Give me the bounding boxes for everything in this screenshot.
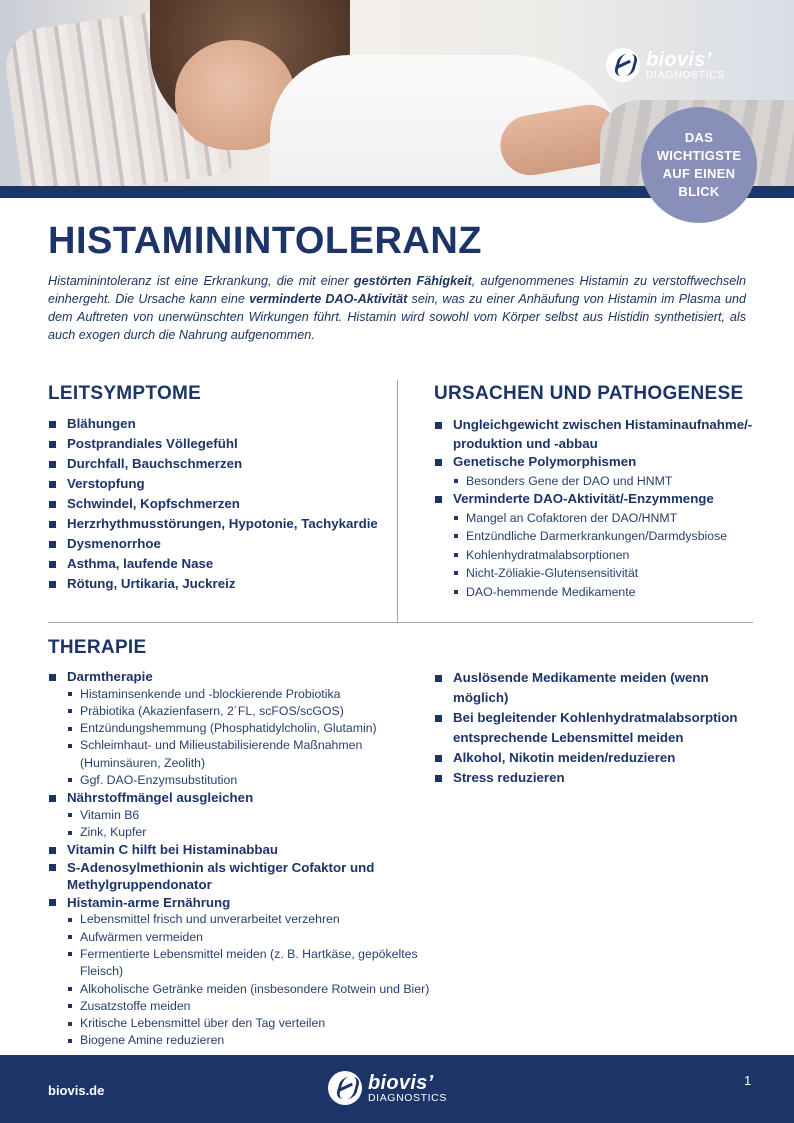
therapy-item: Alkohol, Nikotin meiden/reduzieren: [434, 748, 764, 768]
therapy-item-label: Nährstoffmängel ausgleichen: [67, 790, 254, 806]
brand-sub: DIAGNOSTICS: [368, 1091, 447, 1104]
cause-item-label: Ungleichgewicht zwischen Histaminaufnahme/-produktion und -abbau: [453, 417, 753, 451]
therapy-item: [48, 841, 438, 859]
sub-item: DAO-hemmende Medikamente: [453, 583, 764, 602]
sub-item: Zusatzstoffe meiden: [67, 998, 438, 1015]
therapy-list-left: [48, 668, 438, 1050]
cause-item-label: Genetische Polymorphismen: [453, 454, 637, 469]
symptom-item: Blähungen: [48, 414, 388, 434]
sub-item: Entzündliche Darmerkrankungen/Darmdysbiose: [453, 527, 764, 546]
therapy-item-label: Histamin-arme Ernährung: [67, 894, 231, 910]
dna-logo-icon: [328, 1071, 362, 1105]
sub-item: Kohlenhydratmalabsorptionen: [453, 546, 764, 565]
therapy-list-right: [434, 668, 764, 788]
sub-item: Aufwärmen vermeiden: [67, 929, 438, 946]
therapy-item: [48, 789, 438, 841]
cause-item: [434, 490, 764, 601]
page-number: 1: [744, 1073, 752, 1088]
symptom-list: [48, 414, 388, 594]
intro-paragraph: Histaminintoleranz ist eine Erkrankung, die mit einer gestörten Fähigkeit, aufgenommenes Histamin zu verstoffwechseln einhergeht. Die Ursache kann eine verminderte DAO-Aktivität sein, was zu einer Anhäufung von Histamin im Plasma und dem Auftreten von unerwünschten Wirkungen führt. Histamin wird sowohl vom Körper selbst aus Histidin synthetisiert, als auch exogen durch die Nahrung aufgenommen.: [48, 274, 746, 342]
cause-item: [434, 416, 764, 453]
symptom-item: Schwindel, Kopfschmerzen: [48, 494, 388, 514]
brand-sub: DIAGNOSTICS: [646, 68, 725, 81]
sub-item: Vitamin B6: [67, 807, 438, 824]
sub-item: Histaminsenkende und -blockierende Probiotika: [67, 686, 438, 703]
sub-item: Mangel an Cofaktoren der DAO/HNMT: [453, 509, 764, 528]
therapy-item-sublist: [67, 686, 438, 790]
footer-url[interactable]: biovis.de: [48, 1083, 105, 1098]
therapy-item-label: S-Adenosylmethionin als wichtiger Cofaktor und Methylgruppendonator: [67, 859, 375, 893]
therapy-item: [48, 859, 438, 894]
sub-item: Nicht-Zöliakie-Glutensensitivität: [453, 564, 764, 583]
cause-item-label: Verminderte DAO-Aktivität/-Enzymmenge: [453, 491, 714, 506]
heading-leitsymptome: LEITSYMPTOME: [48, 383, 202, 404]
sub-item: Ggf. DAO-Enzymsubstitution: [67, 772, 438, 789]
heading-therapie: THERAPIE: [48, 637, 147, 658]
section-divider: [48, 622, 753, 623]
sub-item: Kritische Lebensmittel über den Tag verteilen: [67, 1015, 438, 1032]
brand-logo-top: [606, 48, 725, 82]
sub-item: Alkoholische Getränke meiden (insbesondere Rotwein und Bier): [67, 981, 438, 998]
therapy-item: Auslösende Medikamente meiden (wenn möglich): [434, 668, 764, 708]
sub-item: Lebensmittel frisch und unverarbeitet verzehren: [67, 911, 438, 928]
symptom-item: Asthma, laufende Nase: [48, 554, 388, 574]
sub-item: Entzündungshemmung (Phosphatidylcholin, Glutamin): [67, 720, 438, 737]
therapy-item: Stress reduzieren: [434, 768, 764, 788]
cause-item-sublist: [453, 509, 764, 602]
symptom-item: Herzrhythmusstörungen, Hypotonie, Tachykardie: [48, 514, 388, 534]
sub-item: Fermentierte Lebensmittel meiden (z. B. Hartkäse, gepökeltes Fleisch): [67, 946, 438, 981]
footer: [0, 1055, 794, 1123]
brand-name: biovis’: [646, 48, 712, 71]
heading-ursachen: URSACHEN UND PATHOGENESE: [434, 383, 744, 404]
therapy-item-sublist: [67, 911, 438, 1049]
summary-badge: DAS WICHTIGSTE AUF EINEN BLICK: [641, 107, 757, 223]
sub-item: Besonders Gene der DAO und HNMT: [453, 472, 764, 491]
symptom-item: Rötung, Urtikaria, Juckreiz: [48, 574, 388, 594]
symptom-item: Verstopfung: [48, 474, 388, 494]
therapy-item-sublist: [67, 807, 438, 842]
brand-name: biovis’: [368, 1071, 434, 1094]
symptom-item: Durchfall, Bauchschmerzen: [48, 454, 388, 474]
sub-item: Biogene Amine reduzieren: [67, 1032, 438, 1049]
cause-item-sublist: [453, 472, 764, 491]
therapy-item-label: Darmtherapie: [67, 669, 153, 684]
cause-item: [434, 453, 764, 490]
therapy-item: Bei begleitender Kohlenhydratmalabsorption entsprechende Lebensmittel meiden: [434, 708, 764, 748]
brand-logo-bottom: [328, 1071, 447, 1105]
dna-logo-icon: [606, 48, 640, 82]
therapy-item-label: Vitamin C hilft bei Histaminabbau: [67, 842, 279, 858]
therapy-item: [48, 668, 438, 789]
sub-item: Präbiotika (Akazienfasern, 2´FL, scFOS/scGOS): [67, 703, 438, 720]
column-divider: [397, 380, 398, 622]
symptom-item: Dysmenorrhoe: [48, 534, 388, 554]
cause-list: [434, 416, 764, 601]
symptom-item: Postprandiales Völlegefühl: [48, 434, 388, 454]
therapy-item: [48, 894, 438, 1050]
sub-item: Zink, Kupfer: [67, 824, 438, 841]
sub-item: Schleimhaut- und Milieustabilisierende Maßnahmen (Huminsäuren, Zeolith): [67, 737, 438, 772]
page-title: HISTAMININTOLERANZ: [48, 220, 483, 262]
